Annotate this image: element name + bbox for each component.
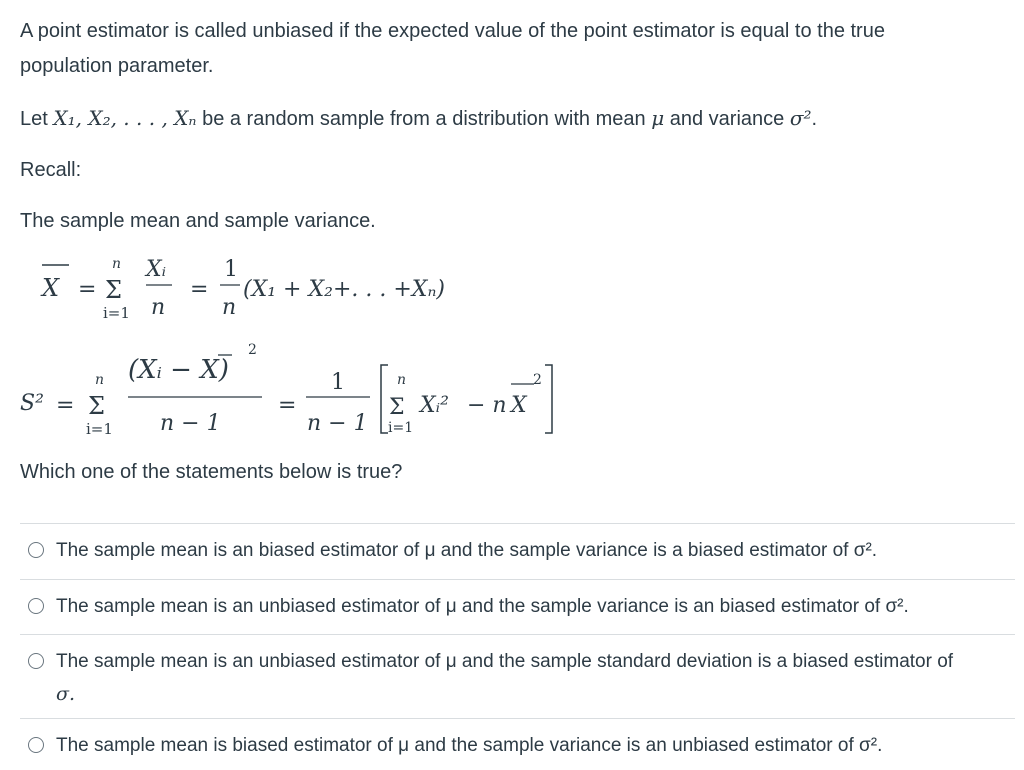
option-divider <box>20 634 1015 635</box>
radio-button-2[interactable] <box>28 598 44 614</box>
variance-lhs: S² <box>20 391 44 416</box>
mean-equals-2: = <box>190 277 209 302</box>
sigma-squared-symbol: σ² <box>789 106 812 130</box>
mean-numerator: Xᵢ <box>146 257 167 282</box>
radio-button-3[interactable] <box>28 653 44 669</box>
let-and: and variance <box>664 108 790 130</box>
definition-line-1: A point estimator is called unbiased if the expected value of the point estimator is equal to the true <box>20 20 885 42</box>
let-end: . <box>811 108 818 130</box>
variance-numerator-exp: 2 <box>248 342 257 358</box>
option-divider <box>20 718 1015 719</box>
let-prefix: Let <box>20 108 54 130</box>
answer-option-3[interactable] <box>28 645 1008 711</box>
radio-button-4[interactable] <box>28 737 44 753</box>
variance-numerator: (Xᵢ − X) <box>128 355 229 385</box>
answer-option-2[interactable] <box>28 590 1008 623</box>
radio-button-1[interactable] <box>28 542 44 558</box>
section-heading: The sample mean and sample variance. <box>20 210 376 232</box>
variance-minus-n: − n <box>467 393 507 418</box>
mean-sum-sign: Σ <box>105 276 122 304</box>
mean-one: 1 <box>224 257 238 282</box>
variance-sum-sign: Σ <box>88 392 105 420</box>
variance-sum-lower: i=1 <box>86 420 113 438</box>
variance-sum2-upper: n <box>397 372 407 388</box>
variance-one: 1 <box>331 370 345 395</box>
sample-symbols: X₁, X₂, . . . , Xₙ <box>53 106 197 130</box>
variance-n-minus-1: n − 1 <box>307 411 368 436</box>
option-3-text-line-2: σ. <box>56 683 76 705</box>
mean-sum-lower: i=1 <box>103 304 130 322</box>
mean-lhs: X <box>42 274 60 302</box>
variance-equals: = <box>56 393 75 418</box>
variance-equals-2: = <box>278 393 297 418</box>
variance-mean-exp: 2 <box>533 372 542 388</box>
sample-mean-formula <box>40 256 445 322</box>
mean-expression: (X₁ + X₂+. . . +Xₙ) <box>243 277 445 302</box>
variance-sum2-lower: i=1 <box>388 420 414 436</box>
option-3-text: The sample mean is an unbiased estimator of μ and the sample standard deviation is a biased estimator of <box>56 651 954 672</box>
variance-mean-term: X <box>511 393 527 418</box>
variance-denominator: n − 1 <box>160 411 221 436</box>
mu-symbol: μ <box>651 106 665 130</box>
mean-sum-upper: n <box>112 256 122 272</box>
recall-label: Recall: <box>20 159 82 181</box>
variance-sum-upper: n <box>95 372 105 388</box>
let-mid: be a random sample from a distribution with mean <box>196 108 652 130</box>
answer-option-4[interactable] <box>28 729 1008 762</box>
variance-sum-of-squares: Xᵢ² <box>420 393 449 418</box>
option-1-text: The sample mean is an biased estimator of μ and the sample variance is a biased estimator of σ². <box>56 540 878 561</box>
mean-n: n <box>222 295 237 320</box>
option-4-text: The sample mean is biased estimator of μ and the sample variance is an unbiased estimator of σ². <box>56 735 883 756</box>
mean-denominator: n <box>151 295 166 320</box>
sample-variance-formula <box>20 342 552 438</box>
variance-sum2-sign: Σ <box>389 395 405 420</box>
option-divider <box>20 523 1015 524</box>
mean-equals: = <box>78 277 97 302</box>
definition-line-2: population parameter. <box>20 55 214 77</box>
question-text: Which one of the statements below is true? <box>20 461 403 483</box>
answer-option-1[interactable] <box>28 534 1008 567</box>
option-2-text: The sample mean is an unbiased estimator of μ and the sample variance is an biased estimator of σ². <box>56 596 909 617</box>
option-divider <box>20 579 1015 580</box>
